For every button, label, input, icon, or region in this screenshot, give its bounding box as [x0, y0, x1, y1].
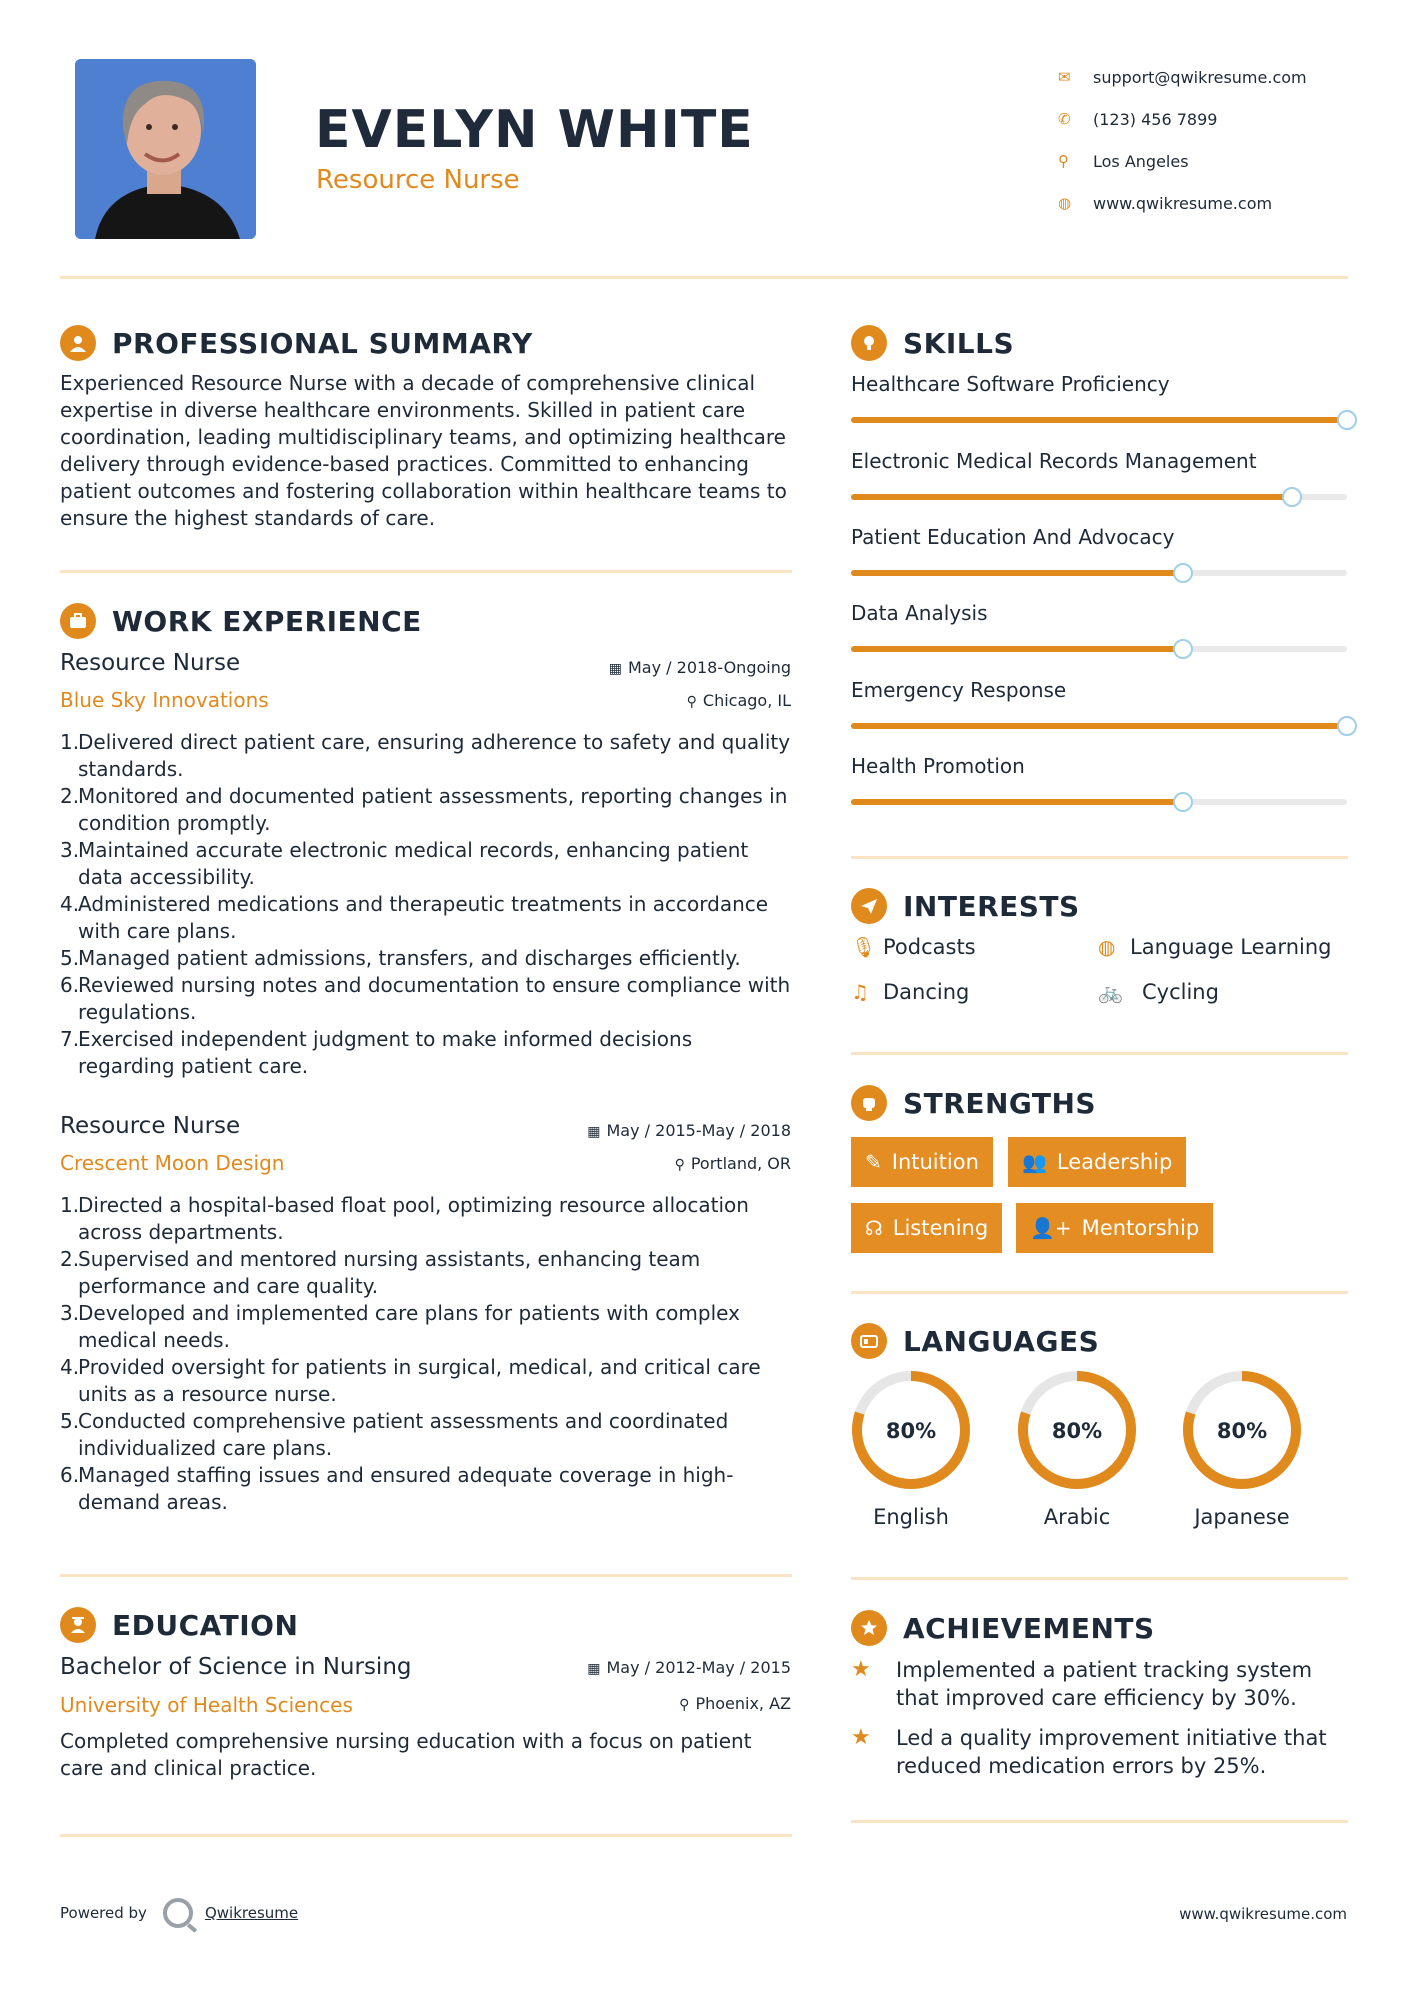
- achievements-title: ACHIEVEMENTS: [903, 1611, 1155, 1645]
- education-text: Completed comprehensive nursing education with a focus on patient care and clinical practice.: [60, 1729, 752, 1780]
- achievements-heading: [851, 1610, 1155, 1646]
- language-item: [850, 1369, 972, 1529]
- education-divider: [60, 1834, 792, 1837]
- strengths-title: STRENGTHS: [903, 1086, 1097, 1120]
- list-item: 5. Conducted comprehensive patient assessments and coordinated individualized care plans.: [60, 1409, 729, 1460]
- skill-label: Health Promotion: [851, 754, 1025, 778]
- skill-bar-fill: [851, 417, 1347, 423]
- star-icon: ★: [851, 1725, 871, 1750]
- pushpin-icon: ⚲: [686, 694, 697, 710]
- skill-label: Data Analysis: [851, 601, 988, 625]
- language-progress-ring: [1181, 1369, 1303, 1491]
- languages-heading: [851, 1323, 1099, 1359]
- languages-title: LANGUAGES: [903, 1324, 1100, 1358]
- skill-bar-knob: [1337, 410, 1357, 430]
- candidate-role: Resource Nurse: [316, 165, 520, 195]
- skill-bar-knob: [1173, 792, 1193, 812]
- list-item: 6. Reviewed nursing notes and documentation to ensure compliance with regulations.: [60, 973, 791, 1024]
- strength-chip-listening: ☊ Listening: [851, 1203, 1002, 1253]
- achievements-divider: [851, 1820, 1348, 1823]
- language-item: [1016, 1369, 1138, 1529]
- education-title: EDUCATION: [112, 1608, 299, 1642]
- magic-wand-icon: ✎: [865, 1150, 882, 1174]
- profile-photo: [75, 59, 256, 239]
- skill-label: Healthcare Software Proficiency: [851, 372, 1170, 396]
- list-item: 4. Provided oversight for patients in surgical, medical, and critical care units as a resource nurse.: [60, 1355, 761, 1406]
- envelope-icon: ✉: [1058, 68, 1071, 86]
- header-divider: [60, 276, 1348, 279]
- music-note-icon: ♫: [851, 980, 869, 1004]
- achievement-item: ★ Implemented a patient tracking system that improved care efficiency by 30%.: [851, 1657, 1313, 1710]
- skill-bar: [851, 417, 1347, 423]
- contact-website[interactable]: ◍ www.qwikresume.com: [1055, 182, 1395, 224]
- job-location: ⚲ Chicago, IL: [686, 691, 791, 710]
- skill-bar-knob: [1282, 487, 1302, 507]
- globe-icon: ◍: [1058, 194, 1072, 212]
- skill-bar-knob: [1337, 716, 1357, 736]
- job-title: Resource Nurse: [60, 650, 241, 676]
- skill-bar-fill: [851, 723, 1347, 729]
- skills-heading: [851, 325, 1014, 361]
- users-icon: 👥: [1022, 1150, 1047, 1174]
- skill-bar-fill: [851, 646, 1183, 652]
- skill-bar: [851, 646, 1347, 652]
- list-item: 2. Monitored and documented patient assessments, reporting changes in condition promptly.: [60, 784, 788, 835]
- job-date: ▦ May / 2018-Ongoing: [608, 658, 791, 677]
- language-progress-ring: [1016, 1369, 1138, 1491]
- contact-phone[interactable]: ✆ (123) 456 7899: [1055, 98, 1395, 140]
- list-item: 4. Administered medications and therapeutic treatments in accordance with care plans.: [60, 892, 769, 943]
- star-badge-icon: [851, 1610, 887, 1646]
- svg-text:80%: 80%: [1051, 1419, 1103, 1443]
- language-icon: [851, 1323, 887, 1359]
- list-item: 5. Managed patient admissions, transfers, and discharges efficiently.: [60, 946, 741, 970]
- portrait-image: [75, 59, 256, 239]
- strength-chip-intuition: ✎ Intuition: [851, 1137, 993, 1187]
- list-item: 1. Directed a hospital-based float pool, optimizing resource allocation across departments.: [60, 1193, 749, 1244]
- calendar-icon: ▦: [587, 1124, 601, 1140]
- interest-item: ♫ Dancing: [851, 980, 970, 1004]
- skills-title: SKILLS: [903, 326, 1015, 360]
- user-plus-icon: 👤+: [1030, 1216, 1072, 1240]
- lightbulb-icon: [851, 325, 887, 361]
- skill-bar: [851, 799, 1347, 805]
- skill-label: Patient Education And Advocacy: [851, 525, 1175, 549]
- languages-divider: [851, 1577, 1348, 1580]
- job-company: Blue Sky Innovations: [60, 688, 269, 712]
- education-heading: [60, 1607, 298, 1643]
- skill-bar-fill: [851, 494, 1292, 500]
- skill-bar: [851, 570, 1347, 576]
- skill-bar-fill: [851, 799, 1183, 805]
- bicycle-icon: 🚲: [1098, 980, 1123, 1004]
- fist-icon: [851, 1085, 887, 1121]
- skill-bar: [851, 494, 1347, 500]
- interest-item: ◍ Language Learning: [1098, 935, 1332, 959]
- experience-divider: [60, 1574, 792, 1577]
- degree-title: Bachelor of Science in Nursing: [60, 1654, 412, 1680]
- summary-divider: [60, 570, 792, 573]
- interests-heading: [851, 888, 1080, 924]
- school-name: University of Health Sciences: [60, 1693, 353, 1717]
- job-date: ▦ May / 2015-May / 2018: [587, 1121, 791, 1140]
- skill-label: Emergency Response: [851, 678, 1067, 702]
- skill-bar: [851, 723, 1347, 729]
- language-item: [1181, 1369, 1303, 1529]
- job-duties: [60, 729, 795, 1080]
- calendar-icon: ▦: [608, 661, 622, 677]
- skills-divider: [851, 856, 1348, 859]
- interest-item: 🎙 Podcasts: [851, 935, 976, 959]
- interest-item: 🚲 Cycling: [1098, 980, 1219, 1004]
- list-item: 3. Developed and implemented care plans for patients with complex medical needs.: [60, 1301, 740, 1352]
- footer-website-link[interactable]: www.qwikresume.com: [1179, 1905, 1347, 1923]
- skill-bar-fill: [851, 570, 1183, 576]
- skill-bar-knob: [1173, 563, 1193, 583]
- calendar-icon: ▦: [587, 1661, 601, 1677]
- briefcase-icon: [60, 603, 96, 639]
- skill-label: Electronic Medical Records Management: [851, 449, 1257, 473]
- strength-chip-leadership: 👥 Leadership: [1008, 1137, 1186, 1187]
- star-icon: ★: [851, 1657, 871, 1682]
- education-date: ▦ May / 2012-May / 2015: [587, 1658, 791, 1677]
- strengths-heading: [851, 1085, 1096, 1121]
- list-item: 3. Maintained accurate electronic medical records, enhancing patient data accessibility.: [60, 838, 749, 889]
- map-pin-icon: ⚲: [1058, 152, 1069, 170]
- list-item: 7. Exercised independent judgment to make informed decisions regarding patient care.: [60, 1027, 693, 1078]
- education-location: ⚲ Phoenix, AZ: [679, 1694, 791, 1713]
- summary-text: Experienced Resource Nurse with a decade of comprehensive clinical expertise in diverse healthcare environments. Skilled in patient care coordination, leading multidisciplinary teams, and optimizing healthcare delivery through evidence-based practices. Committed to enhancing patient outcomes and fostering collaboration within healthcare teams to ensure the highest standards of care.: [60, 371, 787, 530]
- pushpin-icon: ⚲: [674, 1157, 685, 1173]
- contact-email[interactable]: ✉ support@qwikresume.com: [1055, 56, 1395, 98]
- globe-icon: ◍: [1098, 935, 1116, 959]
- skill-bar-knob: [1173, 639, 1193, 659]
- language-progress-ring: [850, 1369, 972, 1491]
- graduation-icon: [60, 1607, 96, 1643]
- job-location: ⚲ Portland, OR: [674, 1154, 791, 1173]
- contact-location: ⚲ Los Angeles: [1055, 140, 1395, 182]
- strength-chip-mentorship: 👤+ Mentorship: [1016, 1203, 1213, 1253]
- strengths-divider: [851, 1291, 1348, 1294]
- summary-heading: [60, 325, 533, 361]
- list-item: 1. Delivered direct patient care, ensuring adherence to safety and quality standards.: [60, 730, 791, 781]
- pushpin-icon: ⚲: [679, 1697, 690, 1713]
- job-title: Resource Nurse: [60, 1113, 241, 1139]
- interests-divider: [851, 1052, 1348, 1055]
- footer-powered-by: Powered by Qwikresume: [60, 1898, 298, 1928]
- headphones-icon: ☊: [865, 1216, 883, 1240]
- user-icon: [60, 325, 96, 361]
- language-name: Arabic: [1043, 1505, 1111, 1529]
- language-name: English: [873, 1505, 949, 1529]
- list-item: 6. Managed staffing issues and ensured adequate coverage in high-demand areas.: [60, 1463, 734, 1514]
- achievement-item: ★ Led a quality improvement initiative that reduced medication errors by 25%.: [851, 1725, 1327, 1778]
- experience-title: WORK EXPERIENCE: [112, 604, 422, 638]
- svg-text:80%: 80%: [1216, 1419, 1268, 1443]
- qwikresume-logo-icon: [163, 1898, 193, 1928]
- candidate-name: EVELYN WHITE: [315, 100, 754, 160]
- list-item: 2. Supervised and mentored nursing assistants, enhancing team performance and care quality.: [60, 1247, 701, 1298]
- language-name: Japanese: [1194, 1505, 1290, 1529]
- microphone-icon: 🎙: [851, 935, 877, 959]
- experience-heading: [60, 603, 422, 639]
- paper-plane-icon: [851, 888, 887, 924]
- summary-title: PROFESSIONAL SUMMARY: [112, 326, 533, 360]
- contact-info: [1055, 56, 1395, 224]
- interests-title: INTERESTS: [903, 889, 1080, 923]
- footer-brand-link[interactable]: Qwikresume: [204, 1904, 299, 1922]
- phone-icon: ✆: [1058, 110, 1071, 128]
- job-company: Crescent Moon Design: [60, 1151, 285, 1175]
- svg-text:80%: 80%: [885, 1419, 937, 1443]
- job-duties: [60, 1192, 795, 1516]
